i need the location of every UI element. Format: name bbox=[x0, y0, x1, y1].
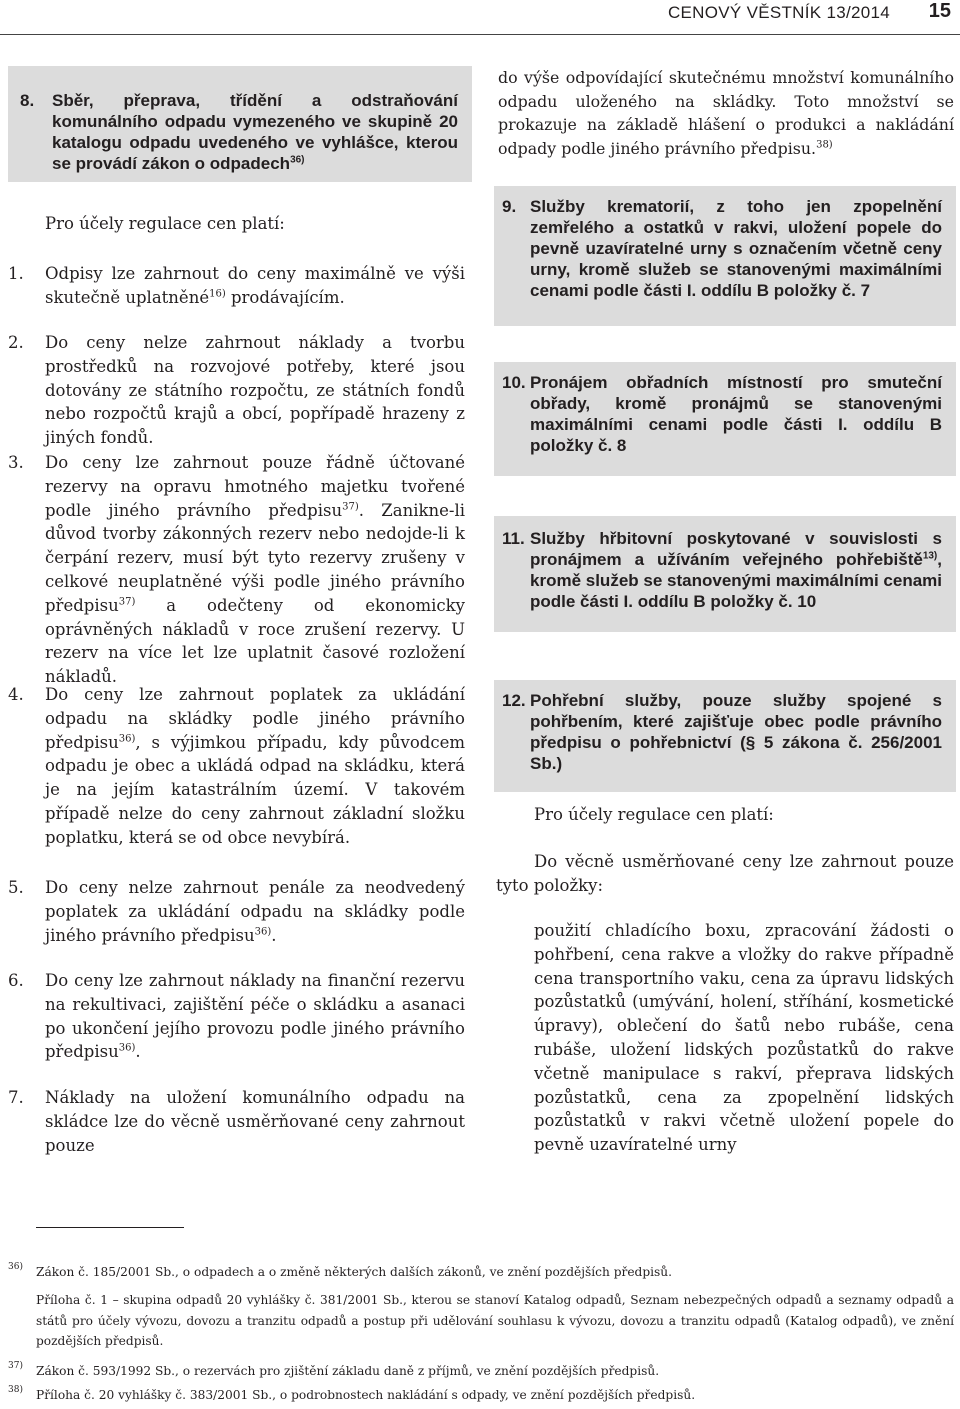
box-number: 10. bbox=[502, 373, 526, 392]
list-item: Odpisy lze zahrnout do ceny maximálně ve výši skutečně uplatněné$^{16)}$ prodávajícím. bbox=[45, 264, 465, 307]
item-number: 1. bbox=[8, 264, 24, 283]
footnote: Příloha č. 1 – skupina odpadů 20 vyhlášky č. 381/2001 Sb., kterou se stanoví Katalog odpadů, Seznam nebezpečných odpadů a seznamy odpadů a států pro účely vývozu, dovozu a tranzitu odpadů a postup při udělování souhlasu k vývozu, dovozu a tranzitu odpadů (Katalog odpadů), ve znění pozdějších předpisů. bbox=[36, 1293, 954, 1348]
item-number: 3. bbox=[8, 453, 24, 472]
box-number: 9. bbox=[502, 197, 517, 216]
list-item: Náklady na uložení komunálního odpadu na skládce lze do věcně usměrňované ceny zahrnout pouze bbox=[45, 1088, 465, 1155]
section-8-box bbox=[8, 66, 472, 182]
list-item: Do ceny nelze zahrnout náklady a tvorbu prostředků na rozvojové potřeby, které jsou dotovány ze státního rozpočtu, ze státních fondů nebo rozpočtů krajů a obcí, popřípadě hrazeny z jiných fondů. bbox=[45, 333, 465, 448]
list-item: Do ceny nelze zahrnout penále za neodvedený poplatek za ukládání odpadu na skládky podle jiného právního předpisu$^{36)}$. bbox=[45, 878, 465, 945]
footnote: Zákon č. 185/2001 Sb., o odpadech a o změně některých dalších zákonů, ve znění pozdějších předpisů. bbox=[36, 1265, 673, 1279]
footnote: Zákon č. 593/1992 Sb., o rezervách pro zjištění základu daně z příjmů, ve znění pozdějších předpisů. bbox=[36, 1364, 660, 1378]
box-text: Služby krematorií, z toho jen zpopelnění zemřelého a ostatků v rakvi, uložení popele do pevně uzavíratelné urny s označením včetně ceny urny, kromě služeb se stanovenými maximálními cenami podle části I. oddílu B položky č. 7 bbox=[530, 197, 942, 300]
item-12-box bbox=[494, 680, 956, 792]
box-number: 12. bbox=[502, 691, 526, 710]
list-item: Do ceny lze zahrnout poplatek za ukládání odpadu na skládky podle jiného právního předpisu$^{36)}$, s výjimkou případu, kdy původcem odpadu je obec a ukládá odpad na skládku, která je na jejím katastrálním území. V takovém případě nelze do ceny zahrnout základní složku poplatku, která se od obce nevybírá. bbox=[45, 685, 465, 847]
box-text: Pohřební služby, pouze služby spojené s pohřbením, které zajišťuje obec podle právního předpisu o pohřebnictví (§ 5 zákona č. 256/2001 Sb.) bbox=[530, 691, 942, 773]
continuation-text: do výše odpovídající skutečnému množství komunálního odpadu uloženého na skládky. Toto množství se prokazuje na základě hlášení o produkci a nakládání odpady podle jiného právního předpisu.$^{38)}$ bbox=[498, 68, 954, 158]
journal-title: CENOVÝ VĚSTNÍK 13/2014 bbox=[667, 3, 890, 22]
lead-text: Do věcně usměrňované ceny lze zahrnout pouze tyto položky: bbox=[496, 852, 954, 895]
left-intro: Pro účely regulace cen platí: bbox=[45, 214, 285, 233]
page-number: 15 bbox=[928, 0, 951, 22]
list-item: Do ceny lze zahrnout pouze řádně účtované rezervy na opravu hmotného majetku tvořené podle jiného právního předpisu$^{37)}$. Zanikne-li důvod tvorby zákonných rezerv nebo nedojde-li k čerpání rezerv, musí být tyto rezervy zrušeny v celkové neuplatněné výši podle jiného právního předpisu$^{37)}$ a odečteny od ekonomicky oprávněných nákladů v roce zrušení rezervy. U rezerv na více let lze uplatnit časové rozložení nákladů. bbox=[45, 453, 465, 687]
box-text: Pronájem obřadních místností pro smuteční obřady, kromě pronájmů se stanovenými maximálními cenami podle části I. oddílu B položky č. 8 bbox=[530, 373, 942, 455]
footnote-mark: 38) bbox=[8, 1385, 23, 1395]
section-number: 8. bbox=[20, 91, 35, 110]
footnote-mark: 36) bbox=[8, 1262, 23, 1272]
footnote-mark: 37) bbox=[8, 1361, 23, 1371]
item-10-box bbox=[494, 362, 956, 476]
item-number: 2. bbox=[8, 333, 24, 352]
item-number: 5. bbox=[8, 878, 24, 897]
footnote-rule bbox=[36, 1227, 184, 1228]
item-11-box bbox=[494, 516, 956, 632]
header-rule bbox=[0, 34, 960, 35]
list-item: Do ceny lze zahrnout náklady na finanční rezervu na rekultivaci, zajištění péče o skládku a asanaci po ukončení jejího provozu podle jiného právního předpisu$^{36)}$. bbox=[45, 971, 465, 1062]
box-number: 11. bbox=[502, 529, 525, 548]
services-list: použití chladícího boxu, zpracování žádosti o pohřbení, cena rakve a vložky do rakve případně cena transportního vaku, cena za úpravu lidských pozůstatků (umývání, holení, stříhání, kosmetické úpravy), oblečení do šatů nebo rubáše, cena rubáše, uložení lidských pozůstatků do rakve včetně manipulace s rakví, přeprava lidských pozůstatků, cena za zpopelnění lidských pozůstatků v rakvi včetně uložení popele do pevně uzavíratelné urny bbox=[534, 921, 954, 1155]
footnote: Příloha č. 20 vyhlášky č. 383/2001 Sb., o podrobnostech nakládání s odpady, ve znění pozdějších předpisů. bbox=[36, 1388, 696, 1402]
page-header bbox=[0, 0, 960, 40]
right-intro: Pro účely regulace cen platí: bbox=[534, 805, 774, 824]
section-title: Sběr, přeprava, třídění a odstraňování komunálního odpadu vymezeného ve skupině 20 katalogu odpadu uvedeného ve vyhlášce, kterou se provádí zákon o odpadech$^{36)}$ bbox=[52, 91, 458, 173]
item-number: 4. bbox=[8, 685, 24, 704]
item-number: 7. bbox=[8, 1088, 24, 1107]
item-9-box bbox=[494, 186, 956, 326]
box-text: Služby hřbitovní poskytované v souvislosti s pronájmem a užíváním veřejného pohřebiště$^{13)}$, kromě služeb se stanovenými maximálními cenami podle části I. oddílu B položky č. 10 bbox=[530, 529, 942, 611]
item-number: 6. bbox=[8, 971, 24, 990]
